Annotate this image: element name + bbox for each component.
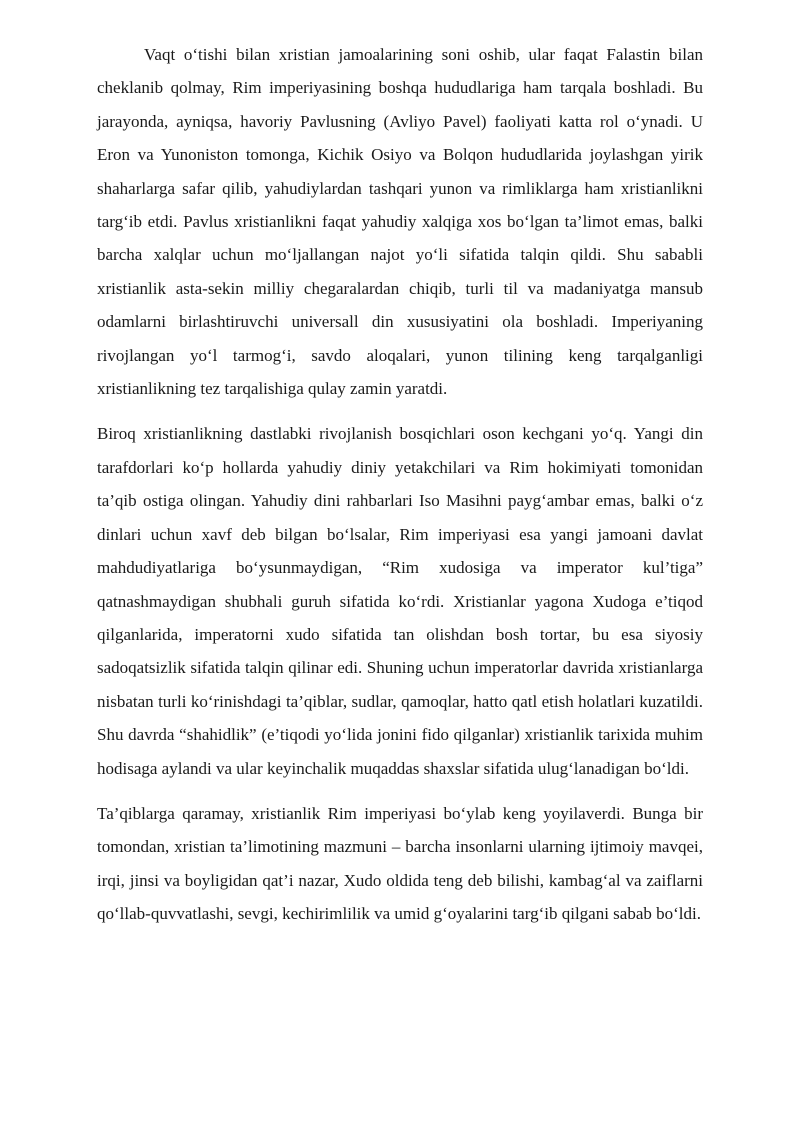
- document-page: [97, 38, 703, 931]
- paragraph-3: Ta’qiblarga qaramay, xristianlik Rim imperiyasi bo‘ylab keng yoyilaverdi. Bunga bir tomondan, xristian ta’limotining mazmuni – barcha insonlarni ularning ijtimoiy mavqei, irqi, jinsi va boyligidan qat’i nazar, Xudo oldida teng deb bilishi, kambag‘al va zaiflarni qo‘llab-quvvatlashi, sevgi, kechirimlilik va umid g‘oyalarini targ‘ib qilgani sabab bo‘ldi.: [97, 803, 703, 924]
- paragraph-2: Biroq xristianlikning dastlabki rivojlanish bosqichlari oson kechgani yo‘q. Yangi din tarafdorlari ko‘p hollarda yahudiy diniy yetakchilari va Rim hokimiyati tomonidan ta’qib ostiga olingan. Yahudiy dini rahbarlari Iso Masihni payg‘ambar emas, balki o‘z dinlari uchun xavf deb bilgan bo‘lsalar, Rim imperiyasi esa yangi jamoani davlat mahdudiyatlariga bo‘ysunmaydigan, “Rim xudosiga va imperator kul’tiga” qatnashmaydigan shubhali guruh sifatida ko‘rdi. Xristianlar yagona Xudoga e’tiqod qilganlarida, imperatorni xudo sifatida tan olishdan bosh tortar, bu esa siyosiy sadoqatsizlik sifatida talqin qilinar edi. Shuning uchun imperatorlar davrida xristianlarga nisbatan turli ko‘rinishdagi ta’qiblar, sudlar, qamoqlar, hatto qatl etish holatlari kuzatildi. Shu davrda “shahidlik” (e’tiqodi yo‘lida jonini fido qilganlar) xristianlik tarixida muhim hodisaga aylandi va ular keyinchalik muqaddas shaxslar sifatida ulug‘lanadigan bo‘ldi.: [97, 424, 703, 778]
- paragraph-1: Vaqt o‘tishi bilan xristian jamoalarining soni oshib, ular faqat Falastin bilan cheklanib qolmay, Rim imperiyasining boshqa hududlariga ham tarqala boshladi. Bu jarayonda, ayniqsa, havoriy Pavlusning (Avliyo Pavel) faoliyati katta rol o‘ynadi. U Eron va Yunoniston tomonga, Kichik Osiyo va Bolqon hududlarida joylashgan yirik shaharlarga safar qilib, yahudiylardan tashqari yunon va rimliklarga ham xristianlikni targ‘ib etdi. Pavlus xristianlikni faqat yahudiy xalqiga xos bo‘lgan ta’limot emas, balki barcha xalqlar uchun mo‘ljallangan najot yo‘li sifatida talqin qildi. Shu sababli xristianlik asta-sekin milliy chegaralardan chiqib, turli til va madaniyatga mansub odamlarni birlashtiruvchi universall din xususiyatini ola boshladi. Imperiyaning rivojlangan yo‘l tarmog‘i, savdo aloqalari, yunon tilining keng tarqalganligi xristianlikning tez tarqalishiga qulay zamin yaratdi.: [97, 45, 703, 399]
